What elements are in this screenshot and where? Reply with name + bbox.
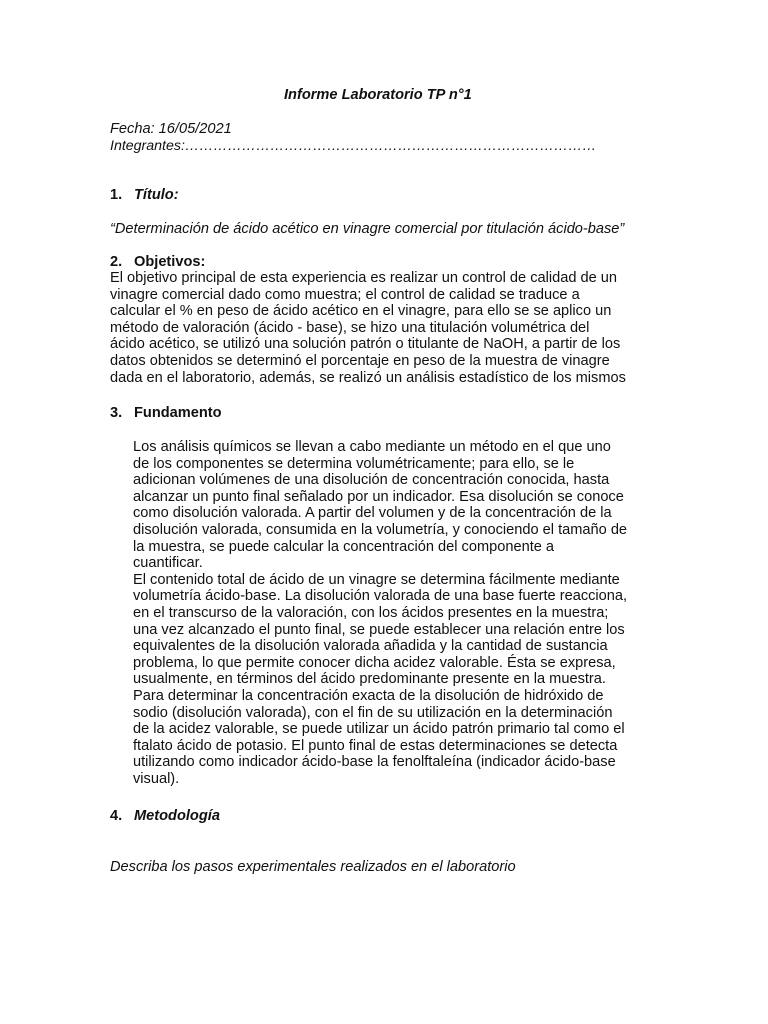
titulo-text: “Determinación de ácido acético en vinagre comercial por titulación ácido-base”: [110, 221, 625, 237]
text-line: ftalato ácido de potasio. El punto final de estas determinaciones se detecta: [133, 737, 618, 754]
text-line: calcular el % en peso de ácido acético en el vinagre, para ello se se aplico un: [110, 303, 612, 320]
text-line: sodio (disolución valorada), con el fin de su utilización en la determinación: [133, 704, 613, 721]
section-title: Título:: [134, 187, 179, 203]
text-line: de la acidez valorable, se puede utilizar un ácido patrón primario tal como el: [133, 721, 625, 738]
text-line: adicionan volúmenes de una disolución de concentración conocida, hasta: [133, 472, 610, 489]
section-number: 3.: [110, 405, 123, 421]
text-line: visual).: [133, 770, 180, 787]
text-line: método de valoración (ácido - base), se hizo una titulación volumétrica del: [110, 319, 590, 336]
metodologia-text: Describa los pasos experimentales realizados en el laboratorio: [110, 859, 516, 875]
text-line: la muestra, se puede calcular la concentración del componente a: [133, 538, 555, 555]
text-line: de los componentes se determina volumétricamente; para ello, se le: [133, 455, 575, 472]
text-line: datos obtenidos se determinó el porcentaje en peso de la muestra de vinagre: [110, 352, 610, 369]
text-line: cuantificar.: [133, 555, 203, 572]
text-line: en el transcurso de la valoración, con los ácidos presentes en la muestra;: [133, 604, 609, 621]
section-number: 1.: [110, 187, 123, 203]
section-title: Metodología: [134, 808, 220, 824]
text-line: como disolución valorada. A partir del volumen y de la concentración de la: [133, 505, 612, 522]
text-line: dada en el laboratorio, además, se realizó un análisis estadístico de los mismos: [110, 369, 626, 386]
text-line: disolución valorada, consumida en la volumetría, y conociendo el tamaño de: [133, 521, 628, 538]
section-number: 2.: [110, 254, 123, 270]
text-line: Para determinar la concentración exacta de la disolución de hidróxido de: [133, 687, 604, 704]
text-line: utilizando como indicador ácido-base la fenolftaleína (indicador ácido-base: [133, 754, 616, 771]
text-line: El objetivo principal de esta experiencia es realizar un control de calidad de un: [110, 270, 618, 286]
text-line: alcanzar un punto final señalado por un indicador. Esa disolución se conoce: [133, 488, 624, 505]
fundamento-paragraph: [133, 439, 627, 787]
report-title: Informe Laboratorio TP n°1: [284, 87, 472, 103]
text-line: equivalentes de la disolución valorada añadida y la cantidad de sustancia: [133, 638, 608, 655]
text-line: una vez alcanzado el punto final, se puede establecer una relación entre los: [133, 621, 625, 638]
objetivos-paragraph: [110, 270, 626, 386]
section-number: 4.: [110, 808, 123, 824]
text-line: vinagre comercial dado como muestra; el control de calidad se traduce a: [110, 286, 580, 303]
section-title: Fundamento: [134, 405, 222, 421]
members-line: Integrantes:……………………………………………………………………………: [110, 138, 597, 154]
section-1-heading: [110, 187, 179, 204]
section-title: Objetivos:: [134, 254, 206, 270]
section-2-heading: [110, 254, 205, 271]
section-3-heading: [110, 405, 222, 422]
text-line: volumetría ácido-base. La disolución valorada de una base fuerte reacciona,: [133, 588, 628, 605]
text-line: Los análisis químicos se llevan a cabo mediante un método en el que uno: [133, 439, 611, 455]
text-line: El contenido total de ácido de un vinagre se determina fácilmente mediante: [133, 571, 620, 588]
text-line: usualmente, en términos del ácido predominante presente en la muestra.: [133, 671, 606, 688]
date-line: Fecha: 16/05/2021: [110, 121, 232, 137]
section-4-heading: [110, 808, 220, 825]
text-line: problema, lo que permite conocer dicha acidez valorable. Ésta se expresa,: [133, 654, 616, 671]
text-line: ácido acético, se utilizó una solución patrón o titulante de NaOH, a partir de los: [110, 336, 621, 353]
